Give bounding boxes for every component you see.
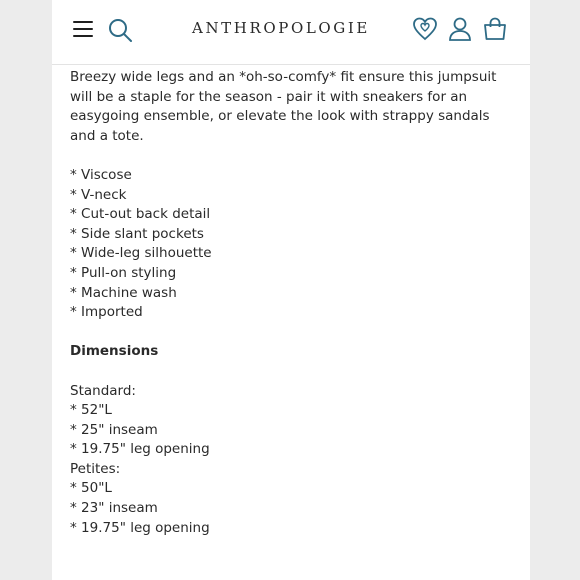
feature-item: * V-neck xyxy=(70,186,127,203)
dimension-item: * 19.75" leg opening xyxy=(70,441,210,458)
feature-item: * Pull-on styling xyxy=(70,264,177,281)
feature-item: * Side slant pockets xyxy=(70,225,204,242)
description-intro: Breezy wide legs and an *oh-so-comfy* fit ensure this jumpsuit will be a staple for the season - pair it with sneakers for an easygoing ensemble, or elevate the look with strappy sandals and a tote. xyxy=(70,69,497,144)
feature-item: * Imported xyxy=(70,304,143,321)
petites-label: Petites: xyxy=(70,460,121,477)
site-header xyxy=(52,0,530,65)
dimension-item: * 52"L xyxy=(70,402,112,419)
heart-icon[interactable] xyxy=(412,16,438,42)
shopping-bag-icon[interactable] xyxy=(482,16,508,42)
dimension-item: * 25" inseam xyxy=(70,421,158,438)
feature-item: * Machine wash xyxy=(70,284,177,301)
dimension-item: * 23" inseam xyxy=(70,500,158,517)
dimension-item: * 19.75" leg opening xyxy=(70,519,210,536)
product-description xyxy=(70,68,510,538)
feature-item: * Cut-out back detail xyxy=(70,206,211,223)
feature-item: * Viscose xyxy=(70,166,132,183)
product-page xyxy=(52,0,530,580)
search-icon[interactable] xyxy=(107,17,133,43)
dimension-item: * 50"L xyxy=(70,480,112,497)
user-icon[interactable] xyxy=(447,16,473,42)
dimensions-heading: Dimensions xyxy=(70,343,159,360)
feature-item: * Wide-leg silhouette xyxy=(70,245,212,262)
hamburger-menu-icon[interactable] xyxy=(73,21,93,37)
standard-label: Standard: xyxy=(70,382,136,399)
brand-logo[interactable]: ANTHROPOLOGIE xyxy=(192,19,370,37)
